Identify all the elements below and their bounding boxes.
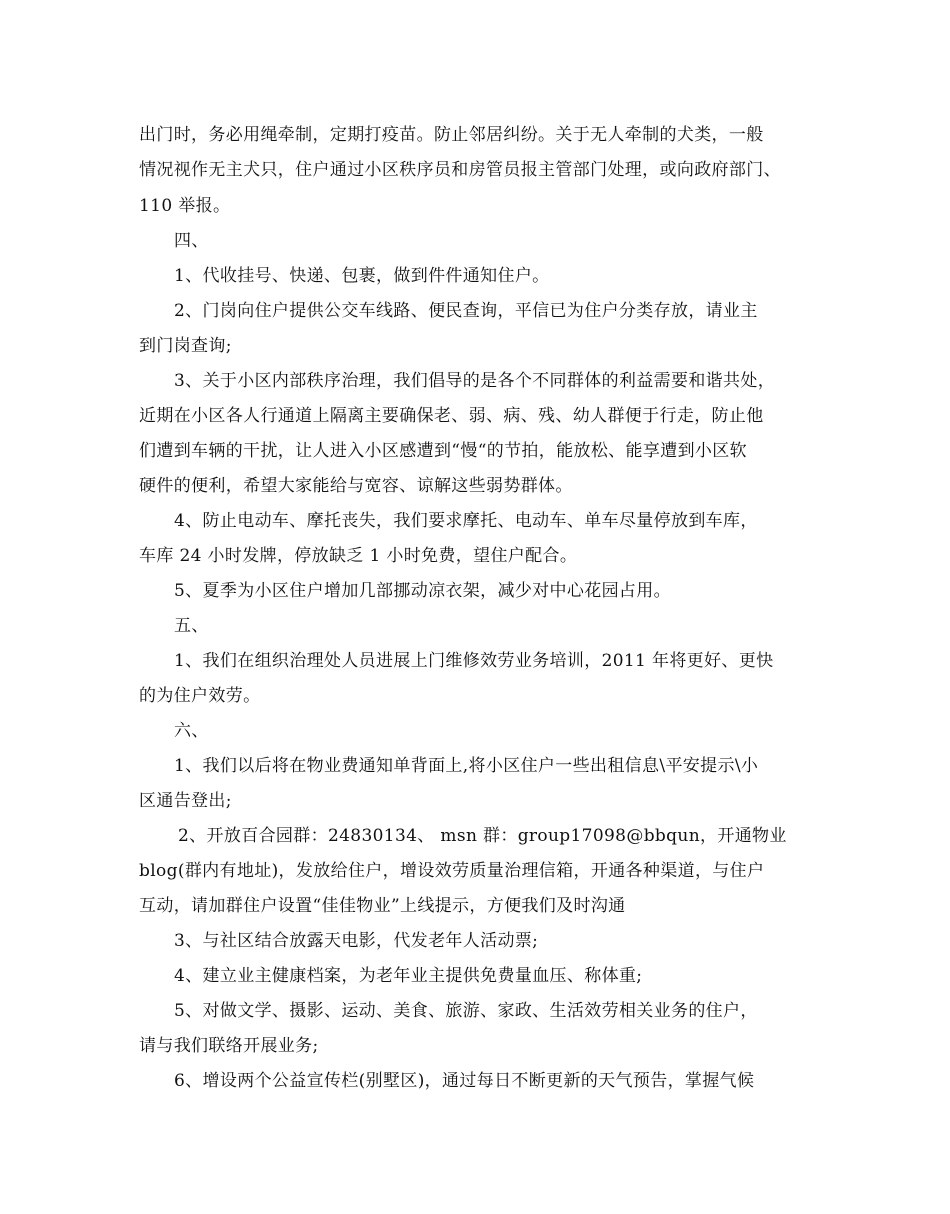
text-line: 5、夏季为小区住户增加几部挪动凉衣架，减少对中心花园占用。 (174, 581, 671, 601)
text-line: 们遭到车辆的干扰，让人进入小区感遭到“慢“的节拍，能放松、能享遭到小区软 (139, 441, 747, 461)
text-line: 近期在小区各人行通道上隔离主要确保老、弱、病、残、幼人群便于行走，防止他 (139, 406, 764, 426)
text-line: 110 举报。 (139, 196, 231, 216)
text-line: 出门时，务必用绳牵制，定期打疫苗。防止邻居纠纷。关于无人牵制的犬类，一般 (139, 125, 764, 145)
text-line: 硬件的便利，希望大家能给与宽容、谅解这些弱势群体。 (139, 476, 573, 496)
text-line: 1、我们在组织治理处人员进展上门维修效劳业务培训，2011 年将更好、更快 (174, 651, 774, 671)
section-heading: 六、 (174, 721, 209, 741)
text-line: blog(群内有地址)，发放给住户，增设效劳质量治理信箱，开通各种渠道，与住户 (139, 861, 765, 881)
text-line: 6、增设两个公益宣传栏(别墅区)，通过每日不断更新的天气预告，掌握气候 (174, 1071, 755, 1091)
text-line: 5、对做文学、摄影、运动、美食、旅游、家政、生活效劳相关业务的住户， (174, 1001, 758, 1021)
text-line: 2、开放百合园群：24830134、 msn 群：group17098@bbqun，开通物业 (178, 826, 787, 846)
text-line: 4、防止电动车、摩托丧失，我们要求摩托、电动车、单车尽量停放到车库， (174, 511, 758, 531)
text-line: 请与我们联络开展业务; (139, 1036, 319, 1056)
text-line: 的为住户效劳。 (139, 686, 261, 706)
text-line: 情况视作无主犬只，住户通过小区秩序员和房管员报主管部门处理，或向政府部门、 (139, 160, 781, 180)
section-heading: 五、 (174, 616, 209, 636)
text-line: 1、代收挂号、快递、包裹，做到件件通知住户。 (174, 266, 550, 286)
text-line: 4、建立业主健康档案，为老年业主提供免费量血压、称体重; (174, 966, 643, 986)
text-line: 2、门岗向住户提供公交车线路、便民查询，平信已为住户分类存放，请业主 (174, 301, 758, 321)
text-line: 车库 24 小时发牌，停放缺乏 1 小时免费，望住户配合。 (139, 546, 578, 566)
text-line: 1、我们以后将在物业费通知单背面上,将小区住户一些出租信息\平安提示\小 (174, 756, 759, 776)
section-heading: 四、 (174, 231, 209, 251)
text-line: 互动，请加群住户设置“佳佳物业”上线提示，方便我们及时沟通 (139, 896, 626, 916)
text-line: 区通告登出; (139, 791, 232, 811)
text-line: 到门岗查询; (139, 336, 232, 356)
text-line: 3、关于小区内部秩序治理，我们倡导的是各个不同群体的利益需要和谐共处， (174, 371, 776, 391)
text-line: 3、与社区结合放露天电影，代发老年人活动票; (174, 931, 539, 951)
